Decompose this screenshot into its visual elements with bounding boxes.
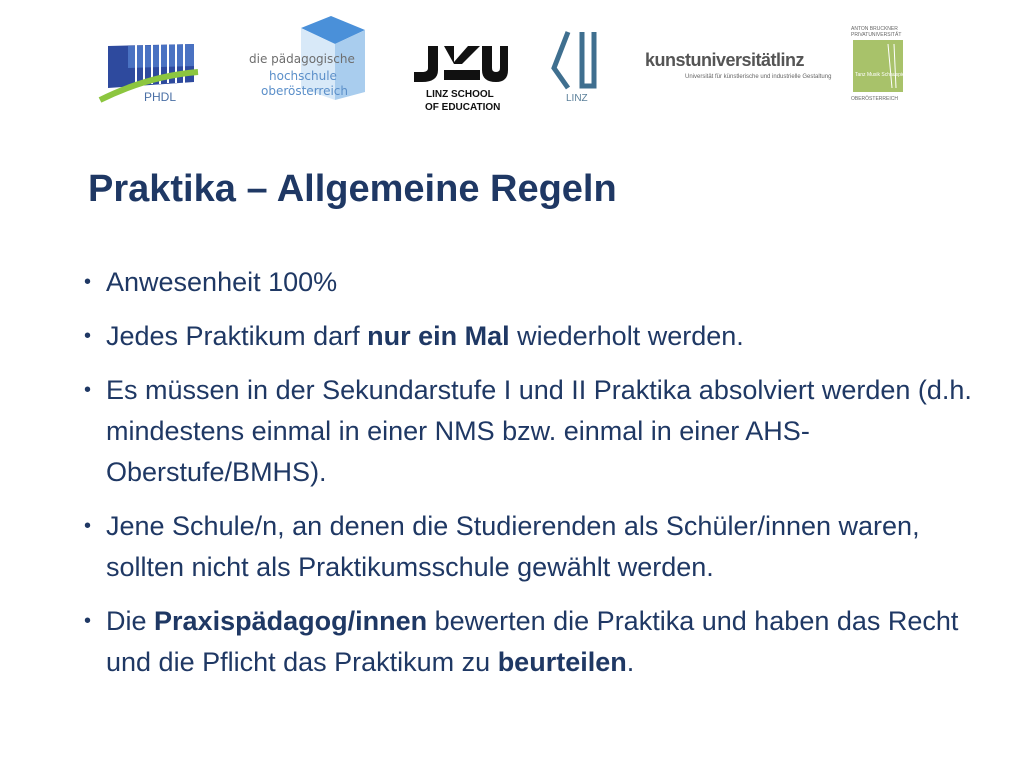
bullet-text-bold: beurteilen: [497, 647, 627, 677]
kunstuni-tagline: Universität für künstlerische und industrielle Gestaltung: [685, 74, 832, 80]
bullet-item: [84, 601, 974, 683]
bullet-text: Jene Schule/n, an denen die Studierenden als Schüler/innen waren, sollten nicht als Praktikumsschule gewählt werden.: [106, 511, 920, 582]
bullet-item: [84, 506, 974, 588]
bruckner-line1: ANTON BRUCKNER: [851, 26, 898, 32]
ph-ooe-line2: hochschule: [269, 69, 337, 83]
bullet-text: Die: [106, 606, 155, 636]
kunstuni-name: kunstuniversitätlinz: [645, 50, 805, 70]
jku-wordmark-icon: [408, 42, 508, 86]
bullet-dot-icon: •: [84, 271, 92, 293]
bullet-text: Es müssen in der Sekundarstufe I und II Praktika absolviert werden (d.h. mindestens einmal in einer NMS bzw. einmal in einer AHS-Oberstufe/BMHS).: [106, 375, 972, 487]
bruckner-line3: OBERÖSTERREICH: [851, 96, 898, 102]
jku-line1: LINZ SCHOOL: [426, 89, 494, 100]
bullet-dot-icon: •: [84, 610, 92, 632]
linz-label: LINZ: [566, 93, 588, 104]
bullet-text: .: [626, 647, 635, 677]
bullet-text-bold: nur ein Mal: [367, 321, 510, 351]
bullet-text: wiederholt werden.: [509, 321, 744, 351]
slide-title: Praktika – Allgemeine Regeln: [88, 168, 617, 210]
linz-logo: [550, 28, 600, 108]
bullet-text: bewerten die Praktika und haben das Recht und die Pflicht das Praktikum zu: [106, 606, 959, 677]
bullet-dot-icon: •: [84, 515, 92, 537]
bullet-list: [84, 262, 974, 696]
phdl-label: PHDL: [144, 90, 177, 104]
ph-ooe-line1: die pädagogische: [249, 52, 355, 66]
bullet-dot-icon: •: [84, 325, 92, 347]
linz-mark-icon: [550, 28, 600, 92]
bruckner-inner: Tanz Musik Schauspiel: [855, 72, 906, 78]
jku-line2: OF EDUCATION: [425, 102, 501, 113]
jku-logo: [408, 42, 508, 116]
bullet-text: Anwesenheit 100%: [106, 267, 338, 297]
ph-ooe-logo: [245, 16, 370, 102]
ph-ooe-line3: oberösterreich: [261, 84, 349, 98]
bruckner-logo: [848, 24, 908, 106]
bullet-item: [84, 316, 974, 357]
bruckner-line2: PRIVATUNIVERSITÄT: [851, 32, 902, 38]
bullet-dot-icon: •: [84, 379, 92, 401]
bullet-item: [84, 370, 974, 493]
kunstuni-logo: [645, 50, 832, 90]
bullet-item: [84, 262, 974, 303]
phdl-logo: [98, 36, 202, 108]
bullet-text-bold: Praxispädagog/innen: [154, 606, 428, 636]
bullet-text: Jedes Praktikum darf: [106, 321, 368, 351]
